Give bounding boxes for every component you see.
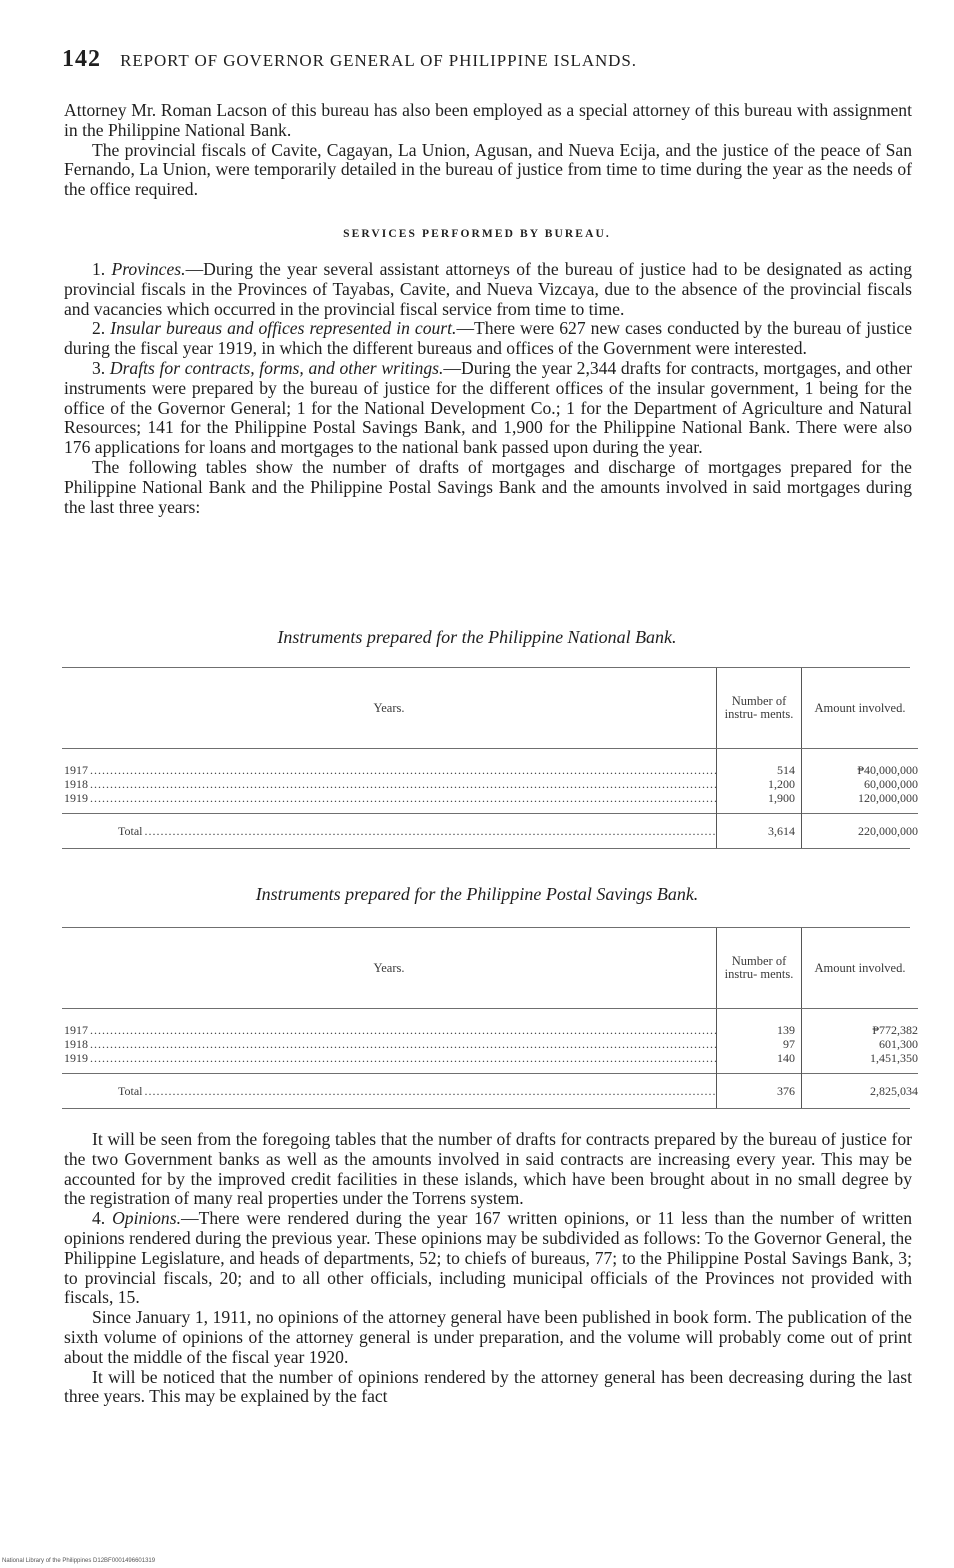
amount-cell: 601,300 xyxy=(802,1037,919,1051)
item-2-number: 2. xyxy=(92,318,111,339)
intro-paragraph-2: The provincial fiscals of Cavite, Cagayan, La Union, Agusan, and Nueva Ecija, and the justice of the peace of San Fernando, La Union, were temporarily detailed in the bureau of justice from time to time during the year as the needs of the office required. xyxy=(64,139,912,200)
item-3-text: —During the year 2,344 drafts for contracts, mortgages, and other instruments were prepared by the bureau of justice for the different offices of the insular government, 1 being for the office of the Governor General; 1 for the National Development Co.; 1 for the Department of Agriculture and Natural Resources; 141 for the Philippine Postal Savings Bank, and 1,900 for the Philippine National Bank. There were also 176 applications for loans and mortgages to the national bank passed upon during the year. xyxy=(64,357,913,458)
section-heading: SERVICES PERFORMED BY BUREAU. xyxy=(343,228,611,240)
table-header-row xyxy=(62,928,918,1009)
page-number: 142 xyxy=(62,46,101,72)
table-row xyxy=(62,749,918,778)
year-cell: 1917 ..... xyxy=(64,1023,716,1037)
item-2-text: —There were 627 new cases conducted by the bureau of justice during the fiscal year 1919, in which the different bureaus and offices of the Government were interested. xyxy=(64,318,912,359)
item-3-title: Drafts for contracts, forms, and other writings. xyxy=(109,357,444,378)
national-bank-table xyxy=(62,667,918,849)
table-header-row xyxy=(62,668,918,749)
table-row xyxy=(62,1037,918,1051)
item-4-text: —There were rendered during the year 167 written opinions, or 11 less than the number of written opinions rendered during the previous year. These opinions may be subdivided as follows: To the Governor General, the Philippine Legislature, and heads of departments, 52; to chiefs of bureaus, 77; to the Philippine Postal Savings Bank, 3; to provincial fiscals, 20; and to all other officials, including municipal officials of the Provinces not provided with fiscals, 15. xyxy=(64,1208,912,1308)
year-cell: 1919 ..... xyxy=(64,1051,716,1065)
tables-intro-paragraph: The following tables show the number of drafts of mortgages and discharge of mortgages prepared for the Philippine National Bank and the Philippine Postal Savings Bank and the amounts involved in said mortgages during the last three years: xyxy=(64,456,912,517)
number-cell: 1,900 xyxy=(717,791,802,814)
item-1-title: Provinces. xyxy=(111,259,186,279)
item-1-text: —During the year several assistant attorneys of the bureau of justice had to be designated as acting provincial fiscals in the Provinces of Tayabas, Cavite, and Nueva Vizcaya, due to the absence of the provincial fiscals and vacancies which occurred in the provincial fiscal service from time to time. xyxy=(64,259,912,319)
tables-summary-paragraph: It will be seen from the foregoing tables that the number of drafts for contracts prepared by the bureau of justice for the two Government banks as well as the amounts involved in said contracts are increasing every year. This may be accounted for by the improved credit facilities in these islands, which have been brought about in no small degree by the registration of many real properties under the Torrens system. xyxy=(64,1129,912,1209)
postal-bank-table-grid xyxy=(62,928,918,1108)
table-row xyxy=(62,1009,918,1038)
year-cell: 1918 ..... xyxy=(64,777,716,791)
years-column-header: Years. xyxy=(62,928,717,1009)
table-row xyxy=(62,777,918,791)
amount-cell: ₱772,382 xyxy=(802,1009,919,1038)
amount-cell: ₱40,000,000 xyxy=(802,749,919,778)
services-item-4 xyxy=(64,1209,912,1308)
total-row xyxy=(62,814,918,849)
number-column-header: Number of instru- ments. xyxy=(717,928,802,1009)
amount-column-header: Amount involved. xyxy=(802,928,919,1009)
total-label: Total ..... xyxy=(64,1084,716,1098)
amount-cell: 1,451,350 xyxy=(802,1051,919,1074)
running-head xyxy=(62,46,852,73)
item-4-number: 4. xyxy=(92,1208,113,1229)
year-cell: 1917 ..... xyxy=(64,763,716,777)
number-cell: 97 xyxy=(717,1037,802,1051)
year-cell: 1919 ..... xyxy=(64,791,716,805)
item-1-number: 1. xyxy=(92,259,112,279)
amount-cell: 120,000,000 xyxy=(802,791,919,814)
services-item-2 xyxy=(64,319,912,359)
intro-section xyxy=(64,101,912,200)
year-cell: 1918 ..... xyxy=(64,1037,716,1051)
item-4-title: Opinions. xyxy=(112,1208,181,1229)
total-number-cell: 3,614 xyxy=(717,814,802,849)
opinions-decrease-paragraph: It will be noticed that the number of opinions rendered by the attorney general has been decreasing during the last three years. This may be explained by the fact xyxy=(64,1366,912,1407)
years-column-header: Years. xyxy=(62,668,717,749)
item-2-title: Insular bureaus and offices represented in court. xyxy=(110,318,457,339)
number-cell: 1,200 xyxy=(717,777,802,791)
archive-footer: National Library of the Philippines D12BF0001496601319 xyxy=(2,1558,156,1564)
number-cell: 514 xyxy=(717,749,802,778)
total-number-cell: 376 xyxy=(717,1074,802,1109)
services-section xyxy=(64,260,912,517)
table-row xyxy=(62,791,918,814)
services-item-3 xyxy=(64,359,912,458)
national-bank-table-grid xyxy=(62,668,918,848)
number-cell: 140 xyxy=(717,1051,802,1074)
postal-bank-table-caption: Instruments prepared for the Philippine Postal Savings Bank. xyxy=(255,884,699,904)
closing-section xyxy=(64,1130,912,1407)
total-row xyxy=(62,1074,918,1109)
postal-bank-table xyxy=(62,927,918,1109)
amount-cell: 60,000,000 xyxy=(802,777,919,791)
item-3-number: 3. xyxy=(92,357,110,378)
total-amount-cell: 220,000,000 xyxy=(802,814,919,849)
number-column-header: Number of instru- ments. xyxy=(717,668,802,749)
opinions-publication-paragraph: Since January 1, 1911, no opinions of the attorney general have been published in book form. The publication of the sixth volume of opinions of the attorney general is under preparation, and the volume will probably come out of print about the middle of the fiscal year 1920. xyxy=(64,1307,912,1367)
total-label: Total ..... xyxy=(64,824,716,838)
services-item-1 xyxy=(64,260,912,319)
national-bank-table-caption: Instruments prepared for the Philippine National Bank. xyxy=(277,627,677,647)
report-title: REPORT OF GOVERNOR GENERAL OF PHILIPPINE ISLANDS. xyxy=(120,51,637,70)
number-cell: 139 xyxy=(717,1009,802,1038)
table-row xyxy=(62,1051,918,1074)
intro-paragraph-1: Attorney Mr. Roman Lacson of this bureau has also been employed as a special attorney of this bureau with assignment in the Philippine National Bank. xyxy=(64,100,912,140)
amount-column-header: Amount involved. xyxy=(802,668,919,749)
total-amount-cell: 2,825,034 xyxy=(802,1074,919,1109)
